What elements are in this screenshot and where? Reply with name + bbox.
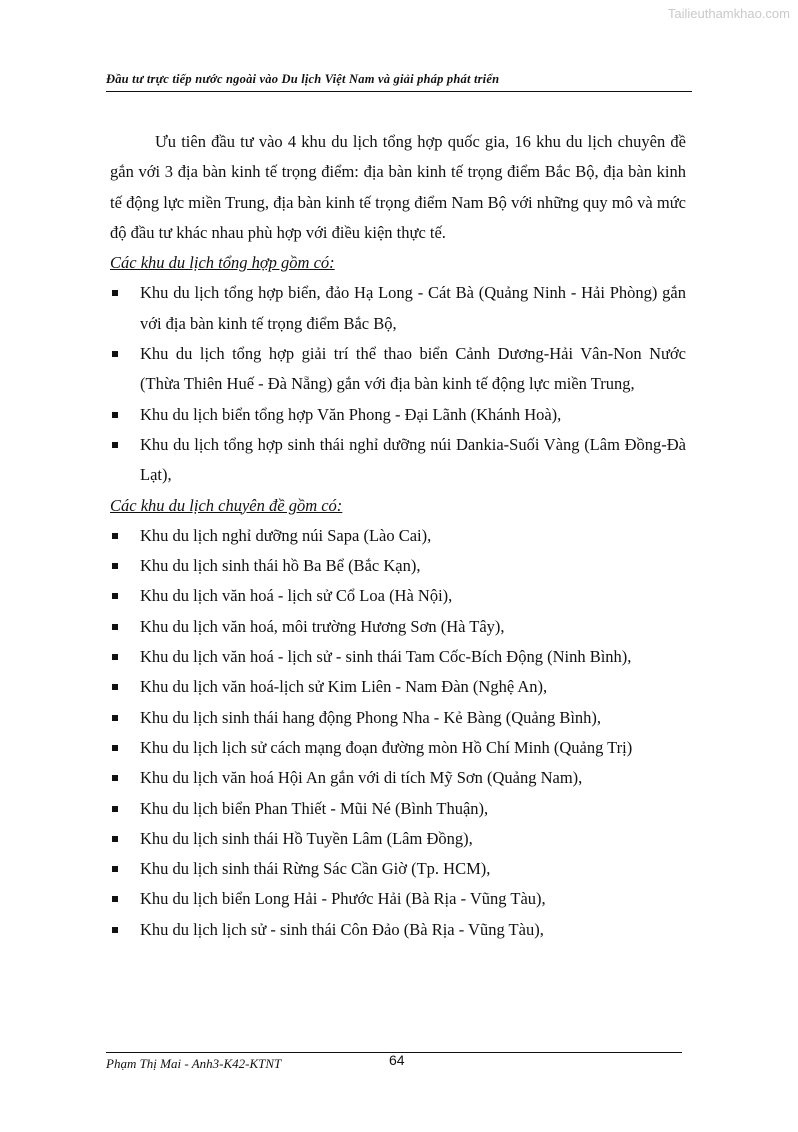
bullet-icon [112,533,118,539]
general-list [110,278,686,490]
list-item: Khu du lịch biển Long Hải - Phước Hải (Bà Rịa - Vũng Tàu), [110,884,686,914]
bullet-icon [112,654,118,660]
bullet-icon [112,563,118,569]
bullet-icon [112,896,118,902]
section-title-general: Các khu du lịch tổng hợp gồm có: [110,253,335,273]
list-item: Khu du lịch sinh thái hang động Phong Nha - Kẻ Bàng (Quảng Bình), [110,703,686,733]
list-item: Khu du lịch văn hoá Hội An gắn với di tích Mỹ Sơn (Quảng Nam), [110,763,686,793]
list-item: Khu du lịch biển Phan Thiết - Mũi Né (Bình Thuận), [110,794,686,824]
bullet-icon [112,775,118,781]
bullet-icon [112,684,118,690]
footer-author: Phạm Thị Mai - Anh3-K42-KTNT [106,1056,282,1071]
list-item: Khu du lịch văn hoá - lịch sử Cổ Loa (Hà Nội), [110,581,686,611]
list-item: Khu du lịch tổng hợp giải trí thể thao biển Cảnh Dương-Hải Vân-Non Nước (Thừa Thiên Huế - Đà Nẵng) gắn với địa bàn kinh tế động lực miền Trung, [110,339,686,400]
bullet-icon [112,745,118,751]
bullet-icon [112,412,118,418]
list-item: Khu du lịch văn hoá-lịch sử Kim Liên - Nam Đàn (Nghệ An), [110,672,686,702]
list-item: Khu du lịch tổng hợp sinh thái nghỉ dưỡng núi Dankia-Suối Vàng (Lâm Đồng-Đà Lạt), [110,430,686,491]
bullet-icon [112,715,118,721]
list-item: Khu du lịch văn hoá - lịch sử - sinh thái Tam Cốc-Bích Động (Ninh Bình), [110,642,686,672]
page-body [110,127,686,945]
bullet-icon [112,351,118,357]
bullet-icon [112,866,118,872]
bullet-icon [112,442,118,448]
intro-paragraph: Ưu tiên đầu tư vào 4 khu du lịch tổng hợp quốc gia, 16 khu du lịch chuyên đề gắn với 3 địa bàn kinh tế trọng điểm: địa bàn kinh tế trọng điểm Bắc Bộ, địa bàn kinh tế động lực miền Trung, địa bàn kinh tế trọng điểm Nam Bộ với những quy mô và mức độ đầu tư khác nhau phù hợp với điều kiện thực tế. [110,132,686,242]
list-item: Khu du lịch sinh thái Rừng Sác Cần Giờ (Tp. HCM), [110,854,686,884]
page-number: 64 [389,1052,405,1068]
running-header: Đầu tư trực tiếp nước ngoài vào Du lịch Việt Nam và giải pháp phát triển [106,72,692,92]
list-item: Khu du lịch sinh thái hồ Ba Bể (Bắc Kạn), [110,551,686,581]
section-title-specialized: Các khu du lịch chuyên đề gồm có: [110,495,343,515]
bullet-icon [112,836,118,842]
list-item: Khu du lịch văn hoá, môi trường Hương Sơn (Hà Tây), [110,612,686,642]
bullet-icon [112,624,118,630]
bullet-icon [112,806,118,812]
list-item: Khu du lịch lịch sử cách mạng đoạn đường mòn Hồ Chí Minh (Quảng Trị) [110,733,686,763]
list-item: Khu du lịch tổng hợp biển, đảo Hạ Long - Cát Bà (Quảng Ninh - Hải Phòng) gắn với địa bàn kinh tế trọng điểm Bắc Bộ, [110,278,686,339]
bullet-icon [112,290,118,296]
specialized-list [110,521,686,945]
bullet-icon [112,927,118,933]
bullet-icon [112,593,118,599]
watermark: Tailieuthamkhao.com [667,6,790,21]
list-item: Khu du lịch biển tổng hợp Văn Phong - Đại Lãnh (Khánh Hoà), [110,400,686,430]
list-item: Khu du lịch lịch sử - sinh thái Côn Đảo (Bà Rịa - Vũng Tàu), [110,915,686,945]
list-item: Khu du lịch nghỉ dưỡng núi Sapa (Lào Cai), [110,521,686,551]
list-item: Khu du lịch sinh thái Hồ Tuyền Lâm (Lâm Đồng), [110,824,686,854]
